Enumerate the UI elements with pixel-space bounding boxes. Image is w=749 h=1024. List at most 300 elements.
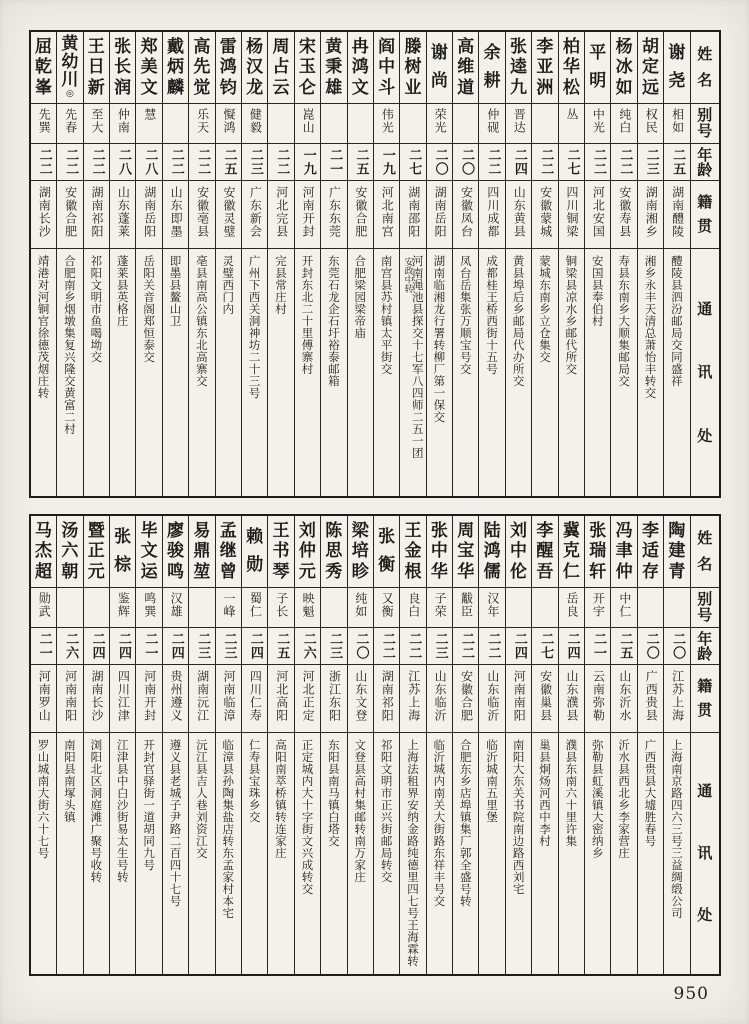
age-cell	[216, 627, 241, 664]
vertical-line: 云南弥勒	[591, 670, 606, 722]
vertical-text	[37, 108, 50, 143]
char: 戴	[166, 36, 184, 57]
native-place-cell	[84, 664, 109, 732]
char: 孟	[219, 520, 237, 541]
vertical-line: 山东临沂	[485, 670, 500, 722]
entry-column	[585, 32, 611, 496]
age-cell	[163, 143, 188, 180]
vertical-line: 湖南岳阳	[142, 186, 157, 238]
vertical-text	[248, 592, 261, 627]
char: 汉	[246, 57, 264, 77]
char: 九	[510, 77, 528, 98]
vertical-line: 一九	[379, 148, 395, 176]
vertical-line: 二四	[564, 632, 580, 660]
age-cell	[506, 143, 531, 180]
vertical-line: 至大	[90, 108, 104, 134]
native-place-cell	[664, 664, 689, 732]
native-place-cell	[242, 664, 267, 732]
name-cell	[321, 516, 346, 587]
alias-cell	[532, 103, 557, 143]
alias-cell	[136, 103, 161, 143]
entry-column	[242, 516, 268, 974]
vertical-line: 二二	[538, 148, 554, 176]
char: 马	[35, 520, 52, 541]
address-cell	[110, 248, 135, 496]
vertical-line: 一峰	[221, 592, 236, 618]
alias-cell	[216, 587, 241, 627]
entry-column	[110, 32, 136, 496]
vertical-line: 懝鸿	[221, 108, 236, 134]
vertical-line: 安徽凤台	[459, 186, 474, 238]
vertical-line: 健毅	[248, 108, 263, 134]
address-cell	[295, 732, 320, 974]
vertical-line: 鸣巽	[142, 592, 157, 618]
char: 松	[562, 77, 580, 98]
vertical-text	[90, 255, 102, 496]
age-cell	[295, 627, 320, 664]
age-cell	[189, 627, 214, 664]
vertical-text	[565, 739, 577, 974]
vertical-line: 贵州遵义	[169, 670, 184, 722]
vertical-text	[327, 148, 342, 180]
address-cell	[585, 248, 610, 496]
char: 青	[668, 561, 686, 582]
address-cell	[295, 248, 320, 496]
char: 毕	[140, 520, 158, 541]
native-place-cell	[84, 180, 109, 248]
char: 冉	[351, 36, 369, 57]
vertical-line: 安徽合肥	[63, 186, 78, 238]
vertical-line: 沅江县吉人巷刘资江交	[194, 739, 209, 859]
age-cell	[611, 143, 636, 180]
vertical-text	[670, 108, 683, 143]
vertical-text	[353, 592, 366, 627]
native-place-cell	[57, 664, 82, 732]
char: 李	[536, 520, 554, 541]
vertical-text	[195, 108, 208, 143]
alias-cell	[242, 587, 267, 627]
vertical-line: 二五	[670, 148, 686, 176]
char: 鸿	[351, 57, 369, 77]
entry-column	[163, 516, 189, 974]
char: 培	[351, 541, 369, 561]
vertical-text	[116, 592, 129, 627]
vertical-text	[564, 632, 579, 664]
char: 炳	[166, 57, 184, 77]
vertical-line: 黻臣	[459, 592, 474, 618]
field-header-column	[691, 516, 719, 974]
entry-column	[374, 32, 400, 496]
address-cell	[638, 248, 663, 496]
vertical-text	[142, 592, 155, 627]
entry-column	[479, 516, 505, 974]
vertical-line: 湖南长沙	[90, 670, 104, 722]
vertical-line: 伟光	[380, 108, 395, 134]
entry-column	[559, 32, 585, 496]
vertical-text	[353, 670, 366, 732]
alias-cell	[400, 103, 425, 143]
char: 根	[404, 561, 422, 582]
vertical-text	[354, 739, 366, 974]
age-cell	[479, 143, 504, 180]
char: 陆	[483, 520, 501, 541]
vertical-text	[169, 186, 182, 248]
char: 张	[114, 527, 132, 548]
vertical-line: 崑山	[301, 108, 316, 134]
vertical-text	[222, 739, 234, 974]
vertical-line: 二三	[327, 632, 343, 660]
vertical-line: 广东新会	[248, 186, 263, 238]
vertical-line: 铜梁县凉水乡邮代所交	[564, 255, 579, 375]
char: 籍	[697, 676, 713, 695]
age-cell	[57, 627, 82, 664]
vertical-text	[485, 632, 500, 664]
vertical-line: 蒙城东南乡立仓集交	[537, 255, 552, 363]
char: 勋	[246, 554, 264, 575]
char: 日	[87, 57, 105, 77]
age-cell	[532, 627, 557, 664]
char: 滕	[404, 36, 422, 57]
alias-cell	[163, 587, 188, 627]
vertical-line: 合肥梁园梁帝庙	[353, 255, 368, 339]
vertical-line: 子长	[274, 592, 289, 618]
vertical-line: 湘乡永丰天清总萧怡丰转交	[643, 255, 658, 399]
vertical-text	[301, 108, 314, 143]
char: 继	[219, 541, 237, 561]
vertical-line: 湖南沅江	[195, 670, 210, 722]
char: 鸿	[483, 541, 501, 561]
age-cell	[242, 143, 267, 180]
vertical-line: 濮县东南六十里许集	[564, 739, 579, 847]
age-cell	[585, 627, 610, 664]
vertical-text	[37, 186, 50, 248]
name-cell	[638, 516, 663, 587]
entry-column	[453, 32, 479, 496]
name-cell	[136, 32, 161, 103]
vertical-line: 靖港对河铜官徐德茂烟庄转	[36, 255, 51, 399]
name-cell	[506, 32, 531, 103]
vertical-text	[63, 632, 78, 664]
vertical-line: 文登县高村集邮转南万家庄	[353, 739, 368, 883]
char: 存	[641, 561, 659, 582]
vertical-text	[406, 592, 419, 627]
vertical-text	[564, 148, 579, 180]
char: 超	[35, 561, 52, 582]
vertical-text	[63, 186, 76, 248]
name-annotation-mark: ◎	[65, 89, 74, 99]
age-cell	[638, 143, 663, 180]
char: 乾	[35, 57, 52, 77]
vertical-text	[222, 255, 234, 496]
vertical-line: 沂水县西北乡李家营庄	[617, 739, 632, 859]
char: 贯	[697, 217, 713, 236]
name-cell	[110, 32, 135, 103]
vertical-text	[670, 148, 685, 180]
vertical-line: 二二	[459, 632, 475, 660]
char: 儒	[483, 561, 501, 582]
vertical-line: 又衡	[380, 592, 395, 618]
age-cell	[638, 627, 663, 664]
name-cell	[242, 516, 267, 587]
address-cell	[136, 248, 161, 496]
entry-column	[427, 32, 453, 496]
char: 元	[87, 561, 105, 582]
vertical-text	[671, 255, 683, 496]
age-cell	[242, 627, 267, 664]
vertical-text	[301, 670, 314, 732]
char: 宝	[457, 541, 475, 561]
vertical-line: 上海南京路四六三号三益绸缎公司	[669, 739, 684, 919]
vertical-line: 二八	[142, 148, 158, 176]
vertical-line: 江苏上海	[406, 670, 421, 722]
vertical-line: 鉴辉	[116, 592, 131, 618]
vertical-text	[116, 670, 129, 732]
vertical-line: 二五	[274, 632, 290, 660]
entry-column	[163, 32, 189, 496]
vertical-text	[406, 186, 419, 248]
address-cell	[84, 248, 109, 496]
entry-column	[664, 32, 690, 496]
name-cell	[84, 516, 109, 587]
field-label-name	[691, 32, 719, 103]
vertical-line: 二〇	[353, 632, 369, 660]
vertical-line: 纯如	[353, 592, 368, 618]
char: 刘	[298, 520, 316, 541]
char: 讯	[697, 844, 713, 862]
vertical-text	[433, 186, 446, 248]
vertical-text	[116, 186, 129, 248]
vertical-text	[618, 255, 630, 496]
entry-column	[268, 32, 294, 496]
native-place-cell	[189, 664, 214, 732]
char: 业	[404, 77, 422, 98]
address-cell	[216, 248, 241, 496]
vertical-text	[142, 186, 155, 248]
char: 周	[272, 36, 290, 57]
vertical-text	[643, 148, 658, 180]
alias-cell	[479, 103, 504, 143]
vertical-line: 二三	[195, 632, 211, 660]
alias-cell	[638, 587, 663, 627]
char: 陶	[668, 520, 686, 541]
vertical-line: 二二	[617, 148, 633, 176]
name-cell	[611, 516, 636, 587]
native-place-cell	[163, 180, 188, 248]
vertical-line: 二二	[168, 148, 184, 176]
vertical-text	[143, 739, 155, 974]
vertical-line: 河南开封	[301, 186, 316, 238]
vertical-line: 山东濮县	[565, 670, 580, 722]
vertical-line: 临沂城内南关大街路东祥丰号交	[432, 739, 447, 907]
native-place-cell	[31, 180, 56, 248]
age-cell	[189, 143, 214, 180]
address-cell	[427, 732, 452, 974]
char: 鸣	[166, 561, 184, 582]
vertical-text	[169, 592, 182, 627]
vertical-text	[379, 632, 394, 664]
name-cell	[57, 32, 82, 103]
char: 道	[457, 77, 475, 98]
directory-table-top	[29, 30, 721, 498]
vertical-text	[90, 108, 103, 143]
alias-cell	[400, 587, 425, 627]
vertical-text	[142, 108, 155, 143]
vertical-text	[565, 108, 578, 143]
vertical-line: 广西贵县	[644, 670, 659, 722]
vertical-text	[486, 255, 498, 496]
native-place-cell	[295, 180, 320, 248]
field-label-address	[691, 732, 719, 974]
vertical-line: 开宇	[591, 592, 606, 618]
name-cell	[110, 516, 135, 587]
alias-cell	[268, 103, 293, 143]
char: 通	[697, 299, 713, 318]
name-cell	[427, 516, 452, 587]
vertical-text	[274, 592, 287, 627]
char: 棕	[114, 554, 132, 575]
vertical-text	[247, 632, 262, 664]
alias-cell	[479, 587, 504, 627]
vertical-text	[617, 592, 630, 627]
vertical-text	[432, 148, 447, 180]
vertical-text	[433, 670, 446, 732]
age-cell	[295, 143, 320, 180]
vertical-line: 成都桂王桥西街十五号	[485, 255, 500, 375]
vertical-text	[617, 148, 632, 180]
age-cell	[506, 627, 531, 664]
vertical-text	[644, 186, 657, 248]
char: 杰	[35, 541, 52, 561]
vertical-text	[617, 186, 630, 248]
char: 逵	[510, 57, 528, 77]
native-place-cell	[348, 664, 373, 732]
field-label-name	[691, 516, 719, 587]
address-cell	[110, 732, 135, 974]
vertical-line: 浙江东阳	[327, 670, 342, 722]
vertical-text	[169, 670, 182, 732]
field-label-address	[691, 248, 719, 496]
vertical-line: 开封东北二十里傅寨村	[300, 255, 315, 375]
vertical-line: 合肥南乡烟墩集复兴隆交黄富二村	[62, 255, 77, 435]
vertical-text	[354, 255, 366, 496]
vertical-text	[301, 592, 314, 627]
vertical-line: 相如	[670, 108, 685, 134]
char: 斗	[378, 77, 396, 98]
char: 如	[615, 77, 633, 98]
vertical-text	[248, 108, 261, 143]
char: 瑞	[589, 541, 607, 561]
vertical-text	[379, 148, 394, 180]
vertical-text	[565, 186, 578, 248]
address-cell	[664, 732, 689, 974]
char: 张	[378, 527, 396, 548]
char: 陈	[325, 520, 343, 541]
vertical-line: 子荣	[433, 592, 448, 618]
entry-column	[638, 32, 664, 496]
alias-cell	[189, 103, 214, 143]
address-cell	[321, 248, 346, 496]
entry-column	[453, 516, 479, 974]
address-cell	[374, 248, 399, 496]
char: 觉	[193, 77, 211, 98]
vertical-text	[328, 739, 340, 974]
address-cell	[268, 248, 293, 496]
char: 谢	[430, 43, 448, 64]
char: 树	[404, 57, 422, 77]
native-place-cell	[506, 180, 531, 248]
age-cell	[268, 143, 293, 180]
vertical-line: 河南临漳	[221, 670, 236, 722]
char: 高	[457, 36, 475, 57]
char: 长	[114, 57, 132, 77]
age-cell	[559, 627, 584, 664]
char: 张	[510, 36, 528, 57]
vertical-text	[115, 632, 130, 664]
field-label-native	[691, 180, 719, 248]
vertical-text	[591, 592, 604, 627]
vertical-line: 二二	[485, 148, 501, 176]
address-cell	[427, 248, 452, 496]
vertical-text	[221, 632, 236, 664]
char: 冯	[615, 520, 633, 541]
vertical-text	[327, 186, 340, 248]
vertical-line: 中光	[591, 108, 606, 134]
vertical-text	[512, 108, 525, 143]
name-cell	[31, 32, 56, 103]
native-place-cell	[321, 664, 346, 732]
alias-cell	[453, 103, 478, 143]
vertical-text	[195, 148, 210, 180]
char: 刘	[510, 520, 528, 541]
vertical-text	[460, 739, 472, 974]
char: 书	[272, 541, 290, 561]
alias-cell	[611, 103, 636, 143]
char: 号	[697, 121, 713, 140]
address-cell	[664, 248, 689, 496]
name-cell	[479, 516, 504, 587]
age-cell	[348, 627, 373, 664]
char: 麟	[166, 77, 184, 98]
alias-cell	[136, 587, 161, 627]
vertical-text	[117, 255, 129, 496]
directory-table-bottom	[29, 514, 721, 976]
vertical-line: 东莞石龙企石圩裕泰邮箱	[326, 255, 341, 387]
char: 名	[697, 555, 713, 573]
native-place-cell	[611, 180, 636, 248]
address-cell	[216, 732, 241, 974]
vertical-text	[169, 739, 181, 974]
char: 克	[562, 541, 580, 561]
vertical-text	[513, 739, 525, 974]
vertical-line: 荣光	[433, 108, 448, 134]
vertical-text	[327, 670, 340, 732]
vertical-line: 上海法租界安纳金路纯德里四七号王海霖转	[406, 739, 420, 967]
address-cell	[479, 732, 504, 974]
entry-column	[611, 32, 637, 496]
char: 先	[193, 57, 211, 77]
alias-cell	[57, 103, 82, 143]
vertical-line: 山东蓬莱	[116, 186, 131, 238]
vertical-line: 灵璧西门内	[221, 255, 236, 315]
native-place-cell	[453, 180, 478, 248]
char: 余	[483, 43, 501, 64]
alias-cell	[427, 587, 452, 627]
vertical-text	[643, 632, 658, 664]
vertical-text	[591, 670, 604, 732]
char: 文	[140, 541, 158, 561]
age-cell	[321, 143, 346, 180]
vertical-text	[195, 632, 210, 664]
